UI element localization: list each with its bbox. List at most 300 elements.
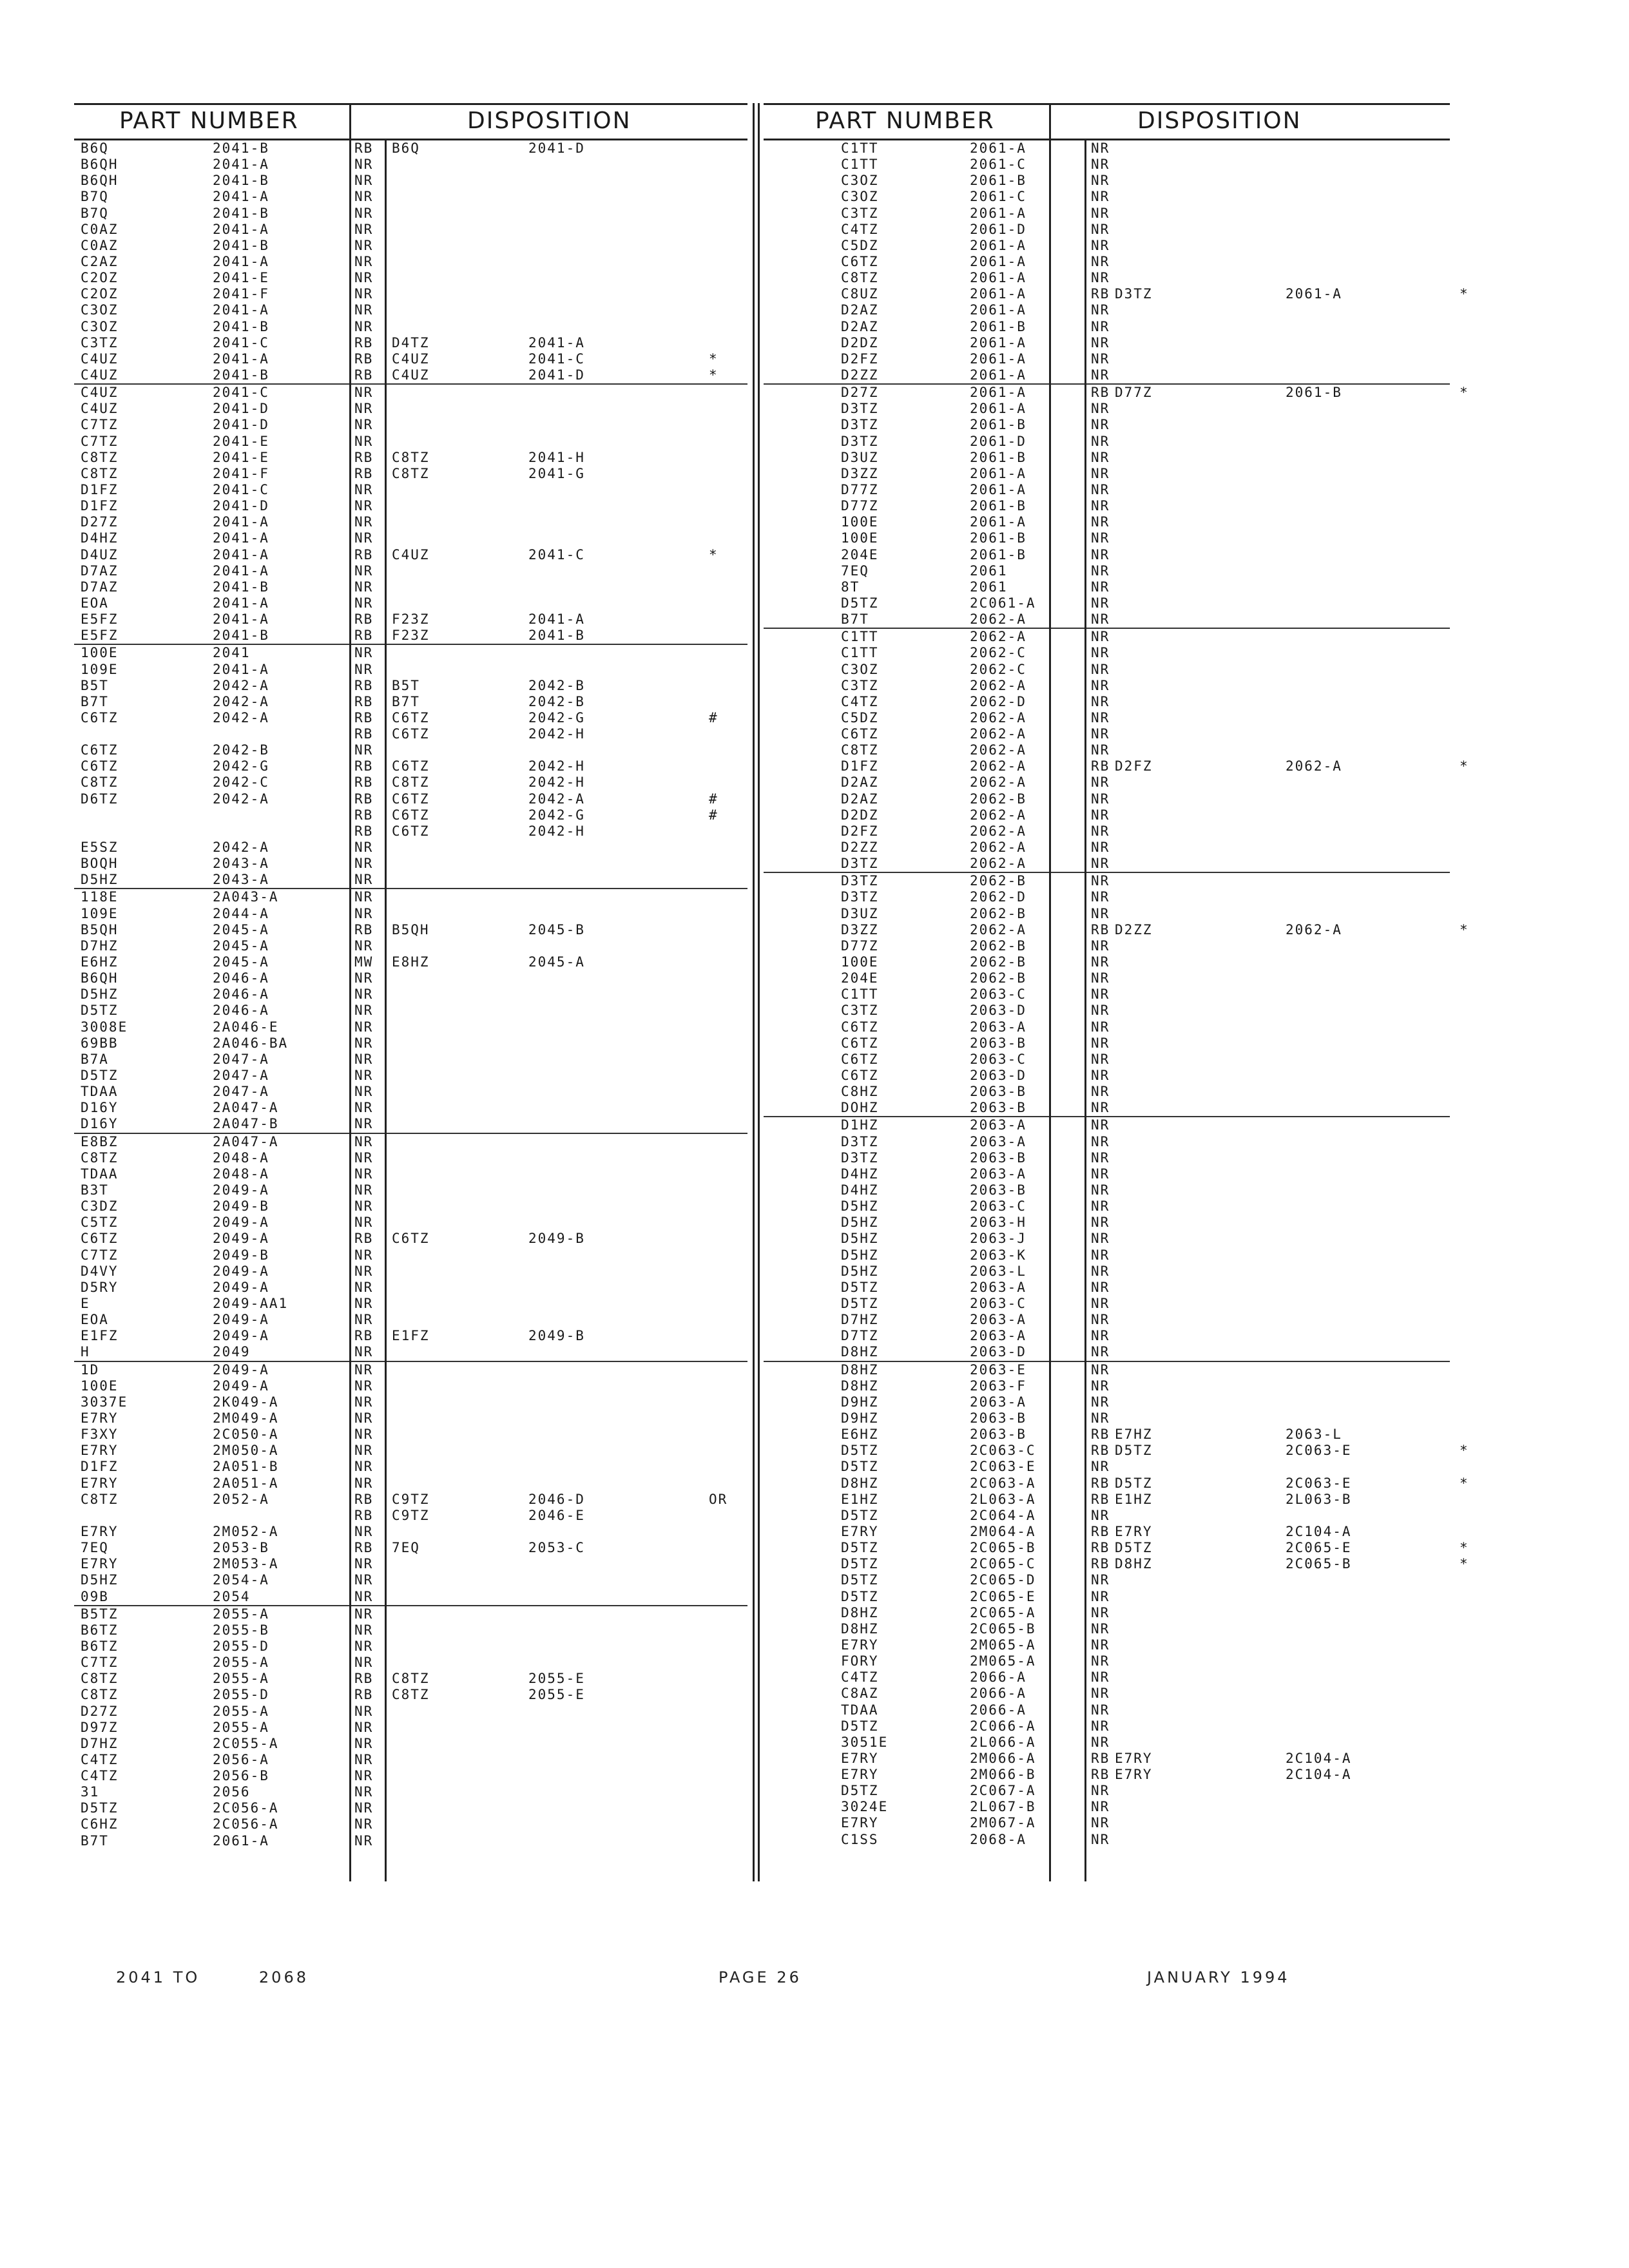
cell-base-number: 2062-D xyxy=(970,889,1027,905)
cell-disp-code: NR xyxy=(354,173,374,189)
cell-prefix: D5RY xyxy=(81,1279,119,1295)
right-panel xyxy=(764,103,1469,1848)
cell-prefix: C0AZ xyxy=(81,237,119,253)
cell-base-number: 2061-A xyxy=(970,205,1027,221)
cell-replacement-number: 2041-D xyxy=(528,140,585,156)
cell-disp-code: NR xyxy=(354,1443,374,1459)
cell-disp-code: NR xyxy=(354,221,374,237)
table-row xyxy=(74,1150,747,1166)
cell-base-number: 2049-A xyxy=(213,1361,269,1378)
cell-prefix: C6TZ xyxy=(841,1068,879,1084)
cell-replacement-prefix: D2FZ xyxy=(1115,758,1153,774)
cell-disp-code: NR xyxy=(1091,498,1110,514)
cell-base-number: 2062-A xyxy=(970,774,1027,791)
cell-replacement-number: 2C065-B xyxy=(1286,1556,1352,1572)
cell-base-number: 2053-B xyxy=(213,1540,269,1556)
cell-base-number: 2041-A xyxy=(213,351,269,367)
cell-disp-code: RB xyxy=(1091,758,1110,774)
cell-prefix: D8HZ xyxy=(841,1620,879,1637)
cell-prefix: D5HZ xyxy=(841,1215,879,1231)
cell-prefix: D3TZ xyxy=(841,401,879,417)
cell-base-number: 2066-A xyxy=(970,1669,1027,1686)
table-row xyxy=(74,367,747,385)
table-row xyxy=(764,1117,1450,1133)
table-row xyxy=(764,1378,1450,1394)
table-row xyxy=(74,1833,747,1849)
cell-base-number: 2041-B xyxy=(213,367,269,383)
cell-replacement-prefix: C6TZ xyxy=(392,758,430,774)
cell-replacement-prefix: E7HZ xyxy=(1115,1427,1153,1443)
cell-disp-code: NR xyxy=(1091,1019,1110,1035)
table-row xyxy=(74,906,747,922)
cell-base-number: 2063-B xyxy=(970,1084,1027,1100)
cell-disp-code: RB xyxy=(1091,1540,1110,1556)
cell-disp-code: RB xyxy=(354,921,374,937)
cell-base-number: 2055-D xyxy=(213,1638,269,1654)
cell-replacement-prefix: F23Z xyxy=(392,611,430,628)
cell-base-number: 2041-A xyxy=(213,302,269,318)
cell-disp-code: NR xyxy=(354,1719,374,1735)
table-row xyxy=(74,1443,747,1459)
cell-disp-code: NR xyxy=(354,1019,374,1035)
table-row xyxy=(764,1264,1450,1280)
cell-base-number: 2061-A xyxy=(213,1832,269,1849)
cell-base-number: 2049-A xyxy=(213,1263,269,1279)
cell-flag: * xyxy=(709,367,718,383)
cell-replacement-number: 2042-G xyxy=(528,709,585,726)
table-row xyxy=(764,856,1450,873)
cell-replacement-prefix: D5TZ xyxy=(1115,1475,1153,1491)
cell-base-number: 2063-C xyxy=(970,1295,1027,1311)
cell-disp-code: RB xyxy=(1091,1556,1110,1572)
table-row xyxy=(764,938,1450,954)
cell-base-number: 2C065-B xyxy=(970,1540,1036,1556)
cell-base-number: 2061-B xyxy=(970,546,1027,562)
table-row xyxy=(764,1215,1450,1231)
cell-base-number: 2061-C xyxy=(970,157,1027,173)
cell-disp-code: NR xyxy=(1091,579,1110,595)
cell-disp-code: NR xyxy=(1091,889,1110,905)
cell-prefix: D2FZ xyxy=(841,351,879,367)
cell-flag: * xyxy=(709,546,718,562)
cell-base-number: 2M067-A xyxy=(970,1815,1036,1831)
cell-prefix: 8T xyxy=(841,579,860,595)
cell-base-number: 2M052-A xyxy=(213,1523,279,1539)
cell-prefix: D5TZ xyxy=(841,1443,879,1459)
cell-disp-code: NR xyxy=(1091,465,1110,481)
cell-base-number: 2062-A xyxy=(970,709,1027,726)
cell-disp-code: NR xyxy=(1091,1669,1110,1686)
cell-replacement-prefix: B6Q xyxy=(392,140,420,156)
cell-disp-code: RB xyxy=(354,774,374,791)
cell-replacement-prefix: C6TZ xyxy=(392,709,430,726)
table-row xyxy=(74,726,747,742)
cell-prefix: 100E xyxy=(81,645,119,661)
table-row xyxy=(764,840,1450,856)
cell-base-number: 2061-A xyxy=(970,237,1027,253)
cell-disp-code: NR xyxy=(354,562,374,579)
table-row xyxy=(764,1150,1450,1166)
cell-prefix: C8TZ xyxy=(81,1491,119,1507)
table-row xyxy=(74,434,747,450)
cell-base-number: 2M066-A xyxy=(970,1750,1036,1766)
cell-prefix: D3ZZ xyxy=(841,465,879,481)
cell-replacement-prefix: E1FZ xyxy=(392,1328,430,1344)
cell-disp-code: NR xyxy=(354,302,374,318)
cell-replacement-prefix: E7RY xyxy=(1115,1523,1153,1539)
table-row xyxy=(764,335,1450,351)
cell-disp-code: NR xyxy=(1091,1279,1110,1295)
cell-base-number: 2063-B xyxy=(970,1427,1027,1443)
cell-disp-code: NR xyxy=(1091,1686,1110,1702)
cell-disp-code: NR xyxy=(1091,611,1110,628)
cell-base-number: 2041-A xyxy=(213,611,269,628)
footer-date: JANUARY 1994 xyxy=(1147,1968,1290,1986)
cell-base-number: 2C065-B xyxy=(970,1620,1036,1637)
cell-replacement-number: 2L063-B xyxy=(1286,1491,1352,1507)
cell-base-number: 2063-B xyxy=(970,1100,1027,1116)
cell-prefix: D3TZ xyxy=(841,873,879,889)
cell-prefix: 3037E xyxy=(81,1394,128,1410)
cell-disp-code: NR xyxy=(354,1295,374,1311)
cell-prefix: 100E xyxy=(81,1378,119,1394)
cell-base-number: 2L063-A xyxy=(970,1491,1036,1507)
table-row xyxy=(764,1362,1450,1378)
cell-base-number: 2049-A xyxy=(213,1231,269,1247)
cell-prefix: D5TZ xyxy=(841,1279,879,1295)
table-row xyxy=(74,1134,747,1150)
cell-prefix: C6TZ xyxy=(81,709,119,726)
cell-flag: * xyxy=(1460,758,1469,774)
cell-prefix: D3TZ xyxy=(841,1149,879,1166)
table-row xyxy=(74,662,747,678)
cell-prefix: E5FZ xyxy=(81,628,119,644)
cell-disp-code: NR xyxy=(1091,661,1110,677)
cell-prefix: B6QH xyxy=(81,173,119,189)
cell-disp-code: NR xyxy=(354,1768,374,1784)
table-row xyxy=(74,1362,747,1378)
cell-prefix: B3T xyxy=(81,1182,109,1198)
cell-base-number: 2066-A xyxy=(970,1702,1027,1718)
cell-base-number: 2049-A xyxy=(213,1378,269,1394)
table-row xyxy=(764,662,1450,678)
cell-base-number: 2C066-A xyxy=(970,1718,1036,1734)
cell-prefix: C6TZ xyxy=(81,1231,119,1247)
panel-divider-2 xyxy=(758,103,760,1881)
table-row xyxy=(74,1492,747,1508)
cell-base-number: 2061-B xyxy=(970,417,1027,433)
cell-base-number: 2056 xyxy=(213,1784,251,1800)
cell-prefix: C3OZ xyxy=(841,173,879,189)
cell-flag: * xyxy=(709,351,718,367)
table-row xyxy=(74,628,747,645)
cell-prefix: C7TZ xyxy=(81,1247,119,1263)
table-row xyxy=(74,970,747,986)
cell-base-number: 2062-C xyxy=(970,645,1027,661)
cell-replacement-number: 2041-A xyxy=(528,611,585,628)
cell-prefix: C8AZ xyxy=(841,1686,879,1702)
cell-replacement-number: 2055-E xyxy=(528,1671,585,1687)
cell-disp-code: RB xyxy=(354,823,374,839)
cell-prefix: E7RY xyxy=(81,1410,119,1426)
cell-disp-code: NR xyxy=(354,417,374,433)
cell-base-number: 2041-B xyxy=(213,579,269,595)
cell-disp-code: NR xyxy=(1091,562,1110,579)
table-row xyxy=(74,385,747,401)
table-row xyxy=(764,774,1450,791)
cell-base-number: 2061-A xyxy=(970,140,1027,156)
cell-base-number: 2042-A xyxy=(213,791,269,807)
cell-prefix: C1TT xyxy=(841,140,879,156)
cell-base-number: 2061 xyxy=(970,579,1008,595)
cell-prefix: C3OZ xyxy=(81,302,119,318)
cell-prefix: C4TZ xyxy=(841,221,879,237)
cell-disp-code: NR xyxy=(1091,1653,1110,1669)
cell-disp-code: RB xyxy=(354,1687,374,1703)
table-row xyxy=(764,1540,1469,1556)
cell-replacement-number: 2042-B xyxy=(528,677,585,693)
cell-prefix: FORY xyxy=(841,1653,879,1669)
cell-replacement-prefix: E7RY xyxy=(1115,1767,1153,1783)
cell-prefix: D2DZ xyxy=(841,334,879,351)
cell-prefix: B7Q xyxy=(81,189,109,205)
table-row xyxy=(764,1312,1450,1328)
cell-disp-code: RB xyxy=(354,693,374,709)
table-row xyxy=(74,986,747,1003)
table-row xyxy=(764,970,1450,986)
left-divider-code xyxy=(385,139,387,1881)
table-row xyxy=(764,1198,1450,1215)
cell-disp-code: NR xyxy=(1091,1149,1110,1166)
cell-prefix: B7Q xyxy=(81,205,109,221)
cell-prefix: C6TZ xyxy=(841,1019,879,1035)
cell-prefix: D2ZZ xyxy=(841,367,879,383)
cell-disp-code: NR xyxy=(354,1572,374,1588)
cell-base-number: 2061-A xyxy=(970,334,1027,351)
cell-replacement-number: 2042-H xyxy=(528,758,585,774)
cell-disp-code: NR xyxy=(354,1816,374,1832)
cell-base-number: 2045-A xyxy=(213,937,269,954)
table-row xyxy=(764,466,1450,482)
cell-base-number: 2049-B xyxy=(213,1198,269,1215)
cell-prefix: E7RY xyxy=(841,1767,879,1783)
cell-base-number: 2043-A xyxy=(213,856,269,872)
cell-prefix: E7RY xyxy=(841,1750,879,1766)
cell-disp-code: NR xyxy=(354,1784,374,1800)
cell-replacement-prefix: E7RY xyxy=(1115,1750,1153,1766)
cell-prefix: D5TZ xyxy=(841,1718,879,1734)
table-row xyxy=(74,938,747,954)
table-row xyxy=(74,547,747,563)
cell-base-number: 2063-B xyxy=(970,1149,1027,1166)
table-row xyxy=(74,840,747,856)
cell-disp-code: NR xyxy=(1091,856,1110,872)
cell-base-number: 2062-A xyxy=(970,856,1027,872)
cell-replacement-number: 2C063-E xyxy=(1286,1443,1352,1459)
cell-base-number: 2063-C xyxy=(970,1051,1027,1067)
cell-replacement-number: 2055-E xyxy=(528,1687,585,1703)
cell-disp-code: NR xyxy=(1091,205,1110,221)
table-row xyxy=(764,1686,1450,1702)
cell-base-number: 2049-A xyxy=(213,1328,269,1344)
cell-prefix: C4UZ xyxy=(81,367,119,383)
cell-disp-code: NR xyxy=(1091,1117,1110,1133)
right-divider-code xyxy=(1084,139,1086,1881)
cell-prefix: D97Z xyxy=(81,1719,119,1735)
cell-base-number: 2062-A xyxy=(970,611,1027,628)
cell-flag: * xyxy=(1460,385,1469,401)
cell-disp-code: NR xyxy=(1091,774,1110,791)
cell-disp-code: NR xyxy=(1091,1394,1110,1410)
cell-prefix: D16Y xyxy=(81,1100,119,1116)
cell-base-number: 2043-A xyxy=(213,872,269,888)
cell-base-number: 2041-F xyxy=(213,465,269,481)
table-row xyxy=(764,678,1450,694)
cell-disp-code: NR xyxy=(1091,302,1110,318)
cell-prefix: E7RY xyxy=(81,1523,119,1539)
cell-prefix: C6HZ xyxy=(81,1816,119,1832)
table-row xyxy=(764,222,1450,238)
cell-replacement-prefix: C8TZ xyxy=(392,1671,430,1687)
table-row xyxy=(764,482,1450,498)
cell-prefix: D8HZ xyxy=(841,1344,879,1360)
table-row xyxy=(764,710,1450,726)
cell-replacement-prefix: C8TZ xyxy=(392,774,430,791)
cell-prefix: D3TZ xyxy=(841,417,879,433)
cell-replacement-number: 2C065-E xyxy=(1286,1540,1352,1556)
cell-prefix: D5TZ xyxy=(841,1556,879,1572)
table-row xyxy=(74,140,747,157)
cell-base-number: 2M049-A xyxy=(213,1410,279,1426)
cell-replacement-number: 2041-C xyxy=(528,351,585,367)
cell-base-number: 2A047-B xyxy=(213,1116,279,1132)
cell-disp-code: RB xyxy=(1091,1475,1110,1491)
cell-disp-code: NR xyxy=(354,579,374,595)
cell-base-number: 2042-C xyxy=(213,774,269,791)
cell-prefix: D3TZ xyxy=(841,889,879,905)
table-row xyxy=(764,1735,1450,1751)
cell-disp-code: NR xyxy=(1091,530,1110,546)
cell-prefix: 100E xyxy=(841,954,879,970)
table-row xyxy=(764,1247,1450,1264)
cell-prefix: EOA xyxy=(81,1312,109,1328)
table-row xyxy=(74,206,747,222)
cell-prefix: D27Z xyxy=(81,514,119,530)
cell-disp-code: RB xyxy=(354,367,374,383)
cell-base-number: 2063-L xyxy=(970,1263,1027,1279)
cell-replacement-prefix: C6TZ xyxy=(392,726,430,742)
cell-disp-code: NR xyxy=(354,433,374,449)
cell-disp-code: NR xyxy=(354,1247,374,1263)
table-row xyxy=(74,1328,747,1344)
cell-prefix: D8HZ xyxy=(841,1378,879,1394)
cell-prefix: 100E xyxy=(841,530,879,546)
cell-base-number: 2A046-E xyxy=(213,1019,279,1035)
cell-prefix: C3TZ xyxy=(81,334,119,351)
cell-prefix: TDAA xyxy=(81,1166,119,1182)
cell-prefix: E1FZ xyxy=(81,1328,119,1344)
table-row xyxy=(764,514,1450,530)
cell-disp-code: NR xyxy=(354,253,374,269)
cell-base-number: 2C063-A xyxy=(970,1475,1036,1491)
cell-replacement-prefix: C6TZ xyxy=(392,791,430,807)
table-row xyxy=(74,254,747,270)
cell-disp-code: RB xyxy=(354,611,374,628)
cell-disp-code: NR xyxy=(354,1166,374,1182)
cell-base-number: 2042-A xyxy=(213,840,269,856)
cell-disp-code: NR xyxy=(354,1427,374,1443)
cell-base-number: 2A046-BA xyxy=(213,1035,289,1051)
cell-base-number: 2C063-E xyxy=(970,1459,1036,1475)
table-row xyxy=(764,547,1450,563)
cell-prefix: C8TZ xyxy=(81,465,119,481)
right-disposition-header: DISPOSITION xyxy=(1137,108,1302,134)
cell-prefix: D3TZ xyxy=(841,1133,879,1149)
table-row xyxy=(764,1621,1450,1637)
table-row xyxy=(764,1003,1450,1019)
cell-disp-code: NR xyxy=(354,1459,374,1475)
cell-disp-code: NR xyxy=(354,1035,374,1051)
cell-disp-code: NR xyxy=(354,1279,374,1295)
table-row xyxy=(764,1231,1450,1247)
table-row xyxy=(74,1215,747,1231)
cell-disp-code: NR xyxy=(1091,1734,1110,1750)
table-row xyxy=(74,645,747,661)
cell-prefix: E5SZ xyxy=(81,840,119,856)
cell-replacement-prefix: D77Z xyxy=(1115,385,1153,401)
cell-replacement-prefix: E8HZ xyxy=(392,954,430,970)
footer-range-start: 2041 TO xyxy=(116,1968,200,1986)
cell-prefix: C7TZ xyxy=(81,1655,119,1671)
cell-base-number: 2049-AA1 xyxy=(213,1295,289,1311)
cell-replacement-prefix: D2ZZ xyxy=(1115,921,1153,937)
table-row xyxy=(764,645,1450,661)
cell-disp-code: NR xyxy=(1091,1718,1110,1734)
cell-disp-code: RB xyxy=(354,449,374,465)
cell-disp-code: NR xyxy=(354,1622,374,1638)
cell-base-number: 2061-A xyxy=(970,481,1027,497)
cell-prefix: C2AZ xyxy=(81,253,119,269)
cell-replacement-number: 2042-H xyxy=(528,823,585,839)
cell-disp-code: NR xyxy=(354,840,374,856)
cell-disp-code: NR xyxy=(354,856,374,872)
cell-disp-code: NR xyxy=(1091,1198,1110,1215)
cell-prefix: B7T xyxy=(81,693,109,709)
cell-prefix: C6TZ xyxy=(81,758,119,774)
cell-base-number: 2049-A xyxy=(213,1215,269,1231)
cell-base-number: 2061-A xyxy=(970,253,1027,269)
cell-prefix: C8TZ xyxy=(81,1149,119,1166)
left-divider-part xyxy=(349,103,351,1881)
cell-replacement-prefix: D3TZ xyxy=(1115,286,1153,302)
cell-disp-code: NR xyxy=(354,1133,374,1149)
cell-disp-code: RB xyxy=(354,1507,374,1523)
table-row xyxy=(74,791,747,807)
cell-prefix: C8TZ xyxy=(81,774,119,791)
cell-disp-code: NR xyxy=(1091,1637,1110,1653)
cell-disp-code: NR xyxy=(1091,514,1110,530)
cell-base-number: 2041-A xyxy=(213,189,269,205)
cell-prefix: C3OZ xyxy=(81,318,119,334)
table-row xyxy=(74,189,747,205)
cell-base-number: 2A047-A xyxy=(213,1100,279,1116)
cell-prefix: D5TZ xyxy=(841,1572,879,1588)
cell-prefix: C2OZ xyxy=(81,286,119,302)
cell-replacement-number: 2042-A xyxy=(528,791,585,807)
cell-base-number: 2063-D xyxy=(970,1003,1027,1019)
cell-disp-code: RB xyxy=(354,1231,374,1247)
cell-disp-code: NR xyxy=(354,1051,374,1067)
